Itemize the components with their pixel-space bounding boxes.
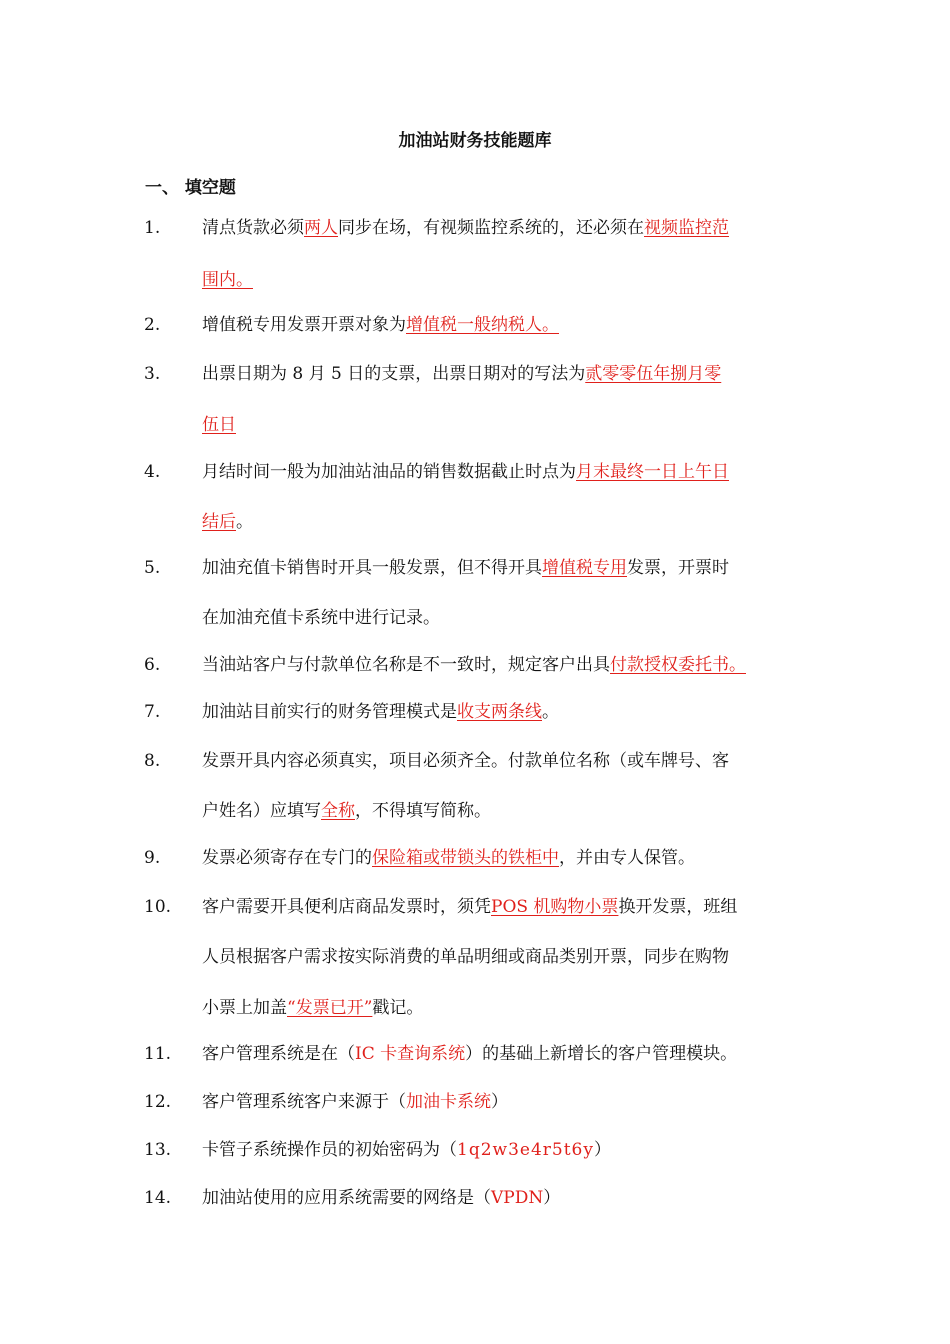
question-number: 8.	[144, 751, 161, 771]
text-segment: 客户需要开具便利店商品发票时，须凭	[202, 897, 491, 917]
section-heading: 一、 填空题	[145, 178, 236, 198]
question-number: 7.	[144, 702, 161, 722]
answer: 1q2w3e4r5t6y	[457, 1140, 594, 1160]
text-segment: ）	[543, 1188, 561, 1208]
answer: 围内。	[202, 270, 253, 290]
text-segment: 同步在场，有视频监控系统的，还必须在	[338, 218, 644, 238]
text-segment: 。	[236, 512, 253, 532]
answer: “发票已开”	[287, 998, 373, 1018]
answer: 贰零零伍年捌月零	[585, 364, 722, 384]
answer: 保险箱或带锁头的铁柜中	[372, 848, 559, 868]
text-segment: ，并由专人保管。	[559, 848, 695, 868]
text-segment: 增值税专用发票开票对象为	[202, 315, 406, 335]
text-segment: 加油站目前实行的财务管理模式是	[202, 702, 457, 722]
text-segment: 人员根据客户需求按实际消费的单品明细或商品类别开票，同步在购物	[202, 947, 729, 967]
answer: 增值税专用	[542, 558, 627, 578]
answer: 结后	[202, 512, 236, 532]
answer: 加油卡系统	[406, 1092, 491, 1112]
text-segment: 当油站客户与付款单位名称是不一致时，规定客户出具	[202, 655, 610, 675]
question-number: 13.	[144, 1140, 172, 1160]
answer: 收支两条线	[457, 702, 542, 722]
text-segment: 客户管理系统是在（	[202, 1044, 355, 1064]
question-number: 1.	[144, 218, 161, 238]
answer: 伍日	[202, 415, 236, 435]
question-text	[202, 653, 746, 677]
document-title: 加油站财务技能题库	[398, 131, 552, 151]
text-segment: 客户管理系统客户来源于（	[202, 1092, 406, 1112]
question-number: 6.	[144, 655, 161, 675]
text-segment: 清点货款必须	[202, 218, 304, 238]
text-segment: 月结时间一般为加油站油品的销售数据截止时点为	[202, 462, 576, 482]
text-segment: 加油站使用的应用系统需要的网络是（	[202, 1188, 491, 1208]
question-text	[202, 460, 729, 484]
question-text	[202, 846, 695, 870]
text-segment: 发票必须寄存在专门的	[202, 848, 372, 868]
question-text: 发票开具内容必须真实，项目必须齐全。付款单位名称（或车牌号、客	[202, 751, 729, 771]
question-number: 5.	[144, 558, 161, 578]
question-number: 2.	[144, 315, 161, 335]
question-number: 14.	[144, 1188, 172, 1208]
text-segment: 换开发票，班组	[618, 897, 738, 917]
text-segment: 加油充值卡销售时开具一般发票，但不得开具	[202, 558, 542, 578]
question-text	[202, 1090, 508, 1114]
question-text	[202, 1042, 737, 1066]
text-segment: 小票上加盖	[202, 998, 287, 1018]
question-text	[202, 996, 423, 1020]
answer: 增值税一般纳税人。	[406, 315, 559, 335]
text-segment: 在加油充值卡系统中进行记录。	[202, 608, 440, 628]
question-number: 3.	[144, 364, 161, 384]
question-text	[202, 313, 559, 337]
text-segment: 戳记。	[372, 998, 424, 1018]
question-number: 9.	[144, 848, 161, 868]
question-text	[202, 216, 729, 240]
question-text	[202, 362, 721, 386]
question-number: 12.	[144, 1092, 172, 1112]
answer: IC 卡查询系统	[355, 1044, 466, 1064]
answer: 视频监控范	[644, 218, 729, 238]
question-number: 10.	[144, 897, 172, 917]
answer: 付款授权委托书。	[610, 655, 746, 675]
question-text	[202, 556, 729, 580]
text-segment: 。	[542, 702, 559, 722]
text-segment: ）的基础上新增长的客户管理模块。	[465, 1044, 738, 1064]
text-segment: ）	[491, 1092, 508, 1112]
question-text	[202, 1138, 611, 1162]
answer: 全称	[321, 801, 355, 821]
text-segment: ）	[593, 1140, 611, 1160]
text-segment: ，不得填写简称。	[355, 801, 491, 821]
answer: 两人	[304, 218, 338, 238]
answer: VPDN	[491, 1188, 544, 1208]
text-segment: 发票，开票时	[627, 558, 729, 578]
question-text	[202, 700, 559, 724]
question-text	[202, 799, 491, 823]
answer: POS 机购物小票	[491, 897, 619, 917]
text-segment: 卡管子系统操作员的初始密码为（	[202, 1140, 457, 1160]
question-text	[202, 895, 737, 919]
question-number: 11.	[144, 1044, 172, 1064]
question-text	[202, 1186, 560, 1210]
question-text	[202, 510, 253, 534]
answer: 月末最终一日上午日	[576, 462, 729, 482]
text-segment: 出票日期为 8 月 5 日的支票，出票日期对的写法为	[202, 364, 586, 384]
text-segment: 户姓名）应填写	[202, 801, 321, 821]
question-number: 4.	[144, 462, 161, 482]
